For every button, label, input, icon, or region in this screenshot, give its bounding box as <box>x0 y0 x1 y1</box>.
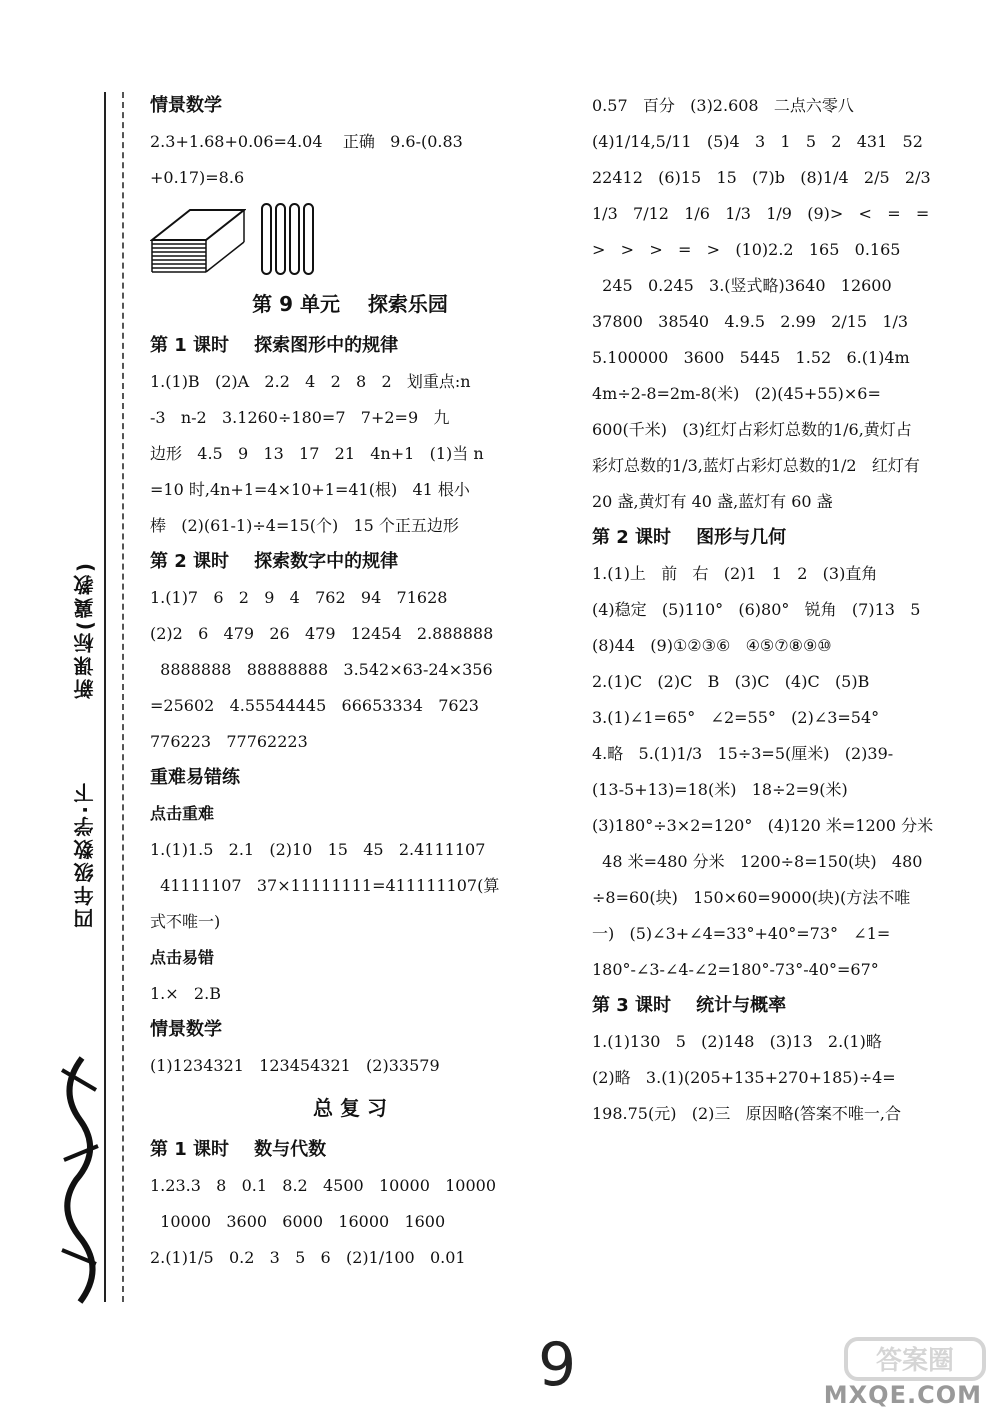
answer-line: (8)44 (9)①②③⑥ ④⑤⑦⑧⑨⑩ <box>592 636 832 655</box>
answer-line: (2)略 3.(1)(205+135+270+185)÷4= <box>592 1068 896 1087</box>
book-stack-icon <box>150 206 246 276</box>
answer-line: (1)1234321 123454321 (2)33579 <box>150 1056 440 1075</box>
answer-line: (13-5+13)=18(米) 18÷2=9(米) <box>592 780 848 799</box>
answer-line: 棒 (2)(61-1)÷4=15(个) 15 个正五边形 <box>150 516 459 535</box>
answer-line: 3.(1)∠1=65° ∠2=55° (2)∠3=54° <box>592 708 880 727</box>
answer-line: 4m÷2-8=2m-8(米) (2)(45+55)×6= <box>592 384 881 403</box>
answer-line: 1.(1)130 5 (2)148 (3)13 2.(1)略 <box>592 1032 882 1051</box>
answer-line: (4)1/14,5/11 (5)4 3 1 5 2 431 52 <box>592 132 923 151</box>
unit-heading: 总 复 习 <box>313 1096 387 1120</box>
book-stack-figure <box>150 196 550 280</box>
section-heading: 情景数学 <box>150 1019 222 1040</box>
section-heading: 第 3 课时 统计与概率 <box>592 995 787 1016</box>
answer-line: 式不唯一) <box>150 912 221 931</box>
answer-line: 48 米=480 分米 1200÷8=150(块) 480 <box>592 852 923 871</box>
answer-line: 8888888 88888888 3.542×63-24×356 <box>150 660 493 679</box>
answer-line: 5.100000 3600 5445 1.52 6.(1)4m <box>592 348 910 367</box>
answer-line: 776223 77762223 <box>150 732 308 751</box>
answer-line: -3 n-2 3.1260÷180=7 7+2=9 九 <box>150 408 450 427</box>
section-heading: 第 2 课时 图形与几何 <box>592 527 787 548</box>
answer-line: ÷8=60(块) 150×60=9000(块)(方法不唯 <box>592 888 911 907</box>
answer-line: 198.75(元) (2)三 原因略(答案不唯一,合 <box>592 1104 901 1123</box>
answer-line: (3)180°÷3×2=120° (4)120 米=1200 分米 <box>592 816 934 835</box>
answer-line: 1.(1)上 前 右 (2)1 1 2 (3)直角 <box>592 564 878 583</box>
answer-line: 20 盏,黄灯有 40 盏,蓝灯有 60 盏 <box>592 492 833 511</box>
left-column <box>150 88 550 1276</box>
answer-line: 边形 4.5 9 13 17 21 4n+1 (1)当 n <box>150 444 484 463</box>
answer-line: 0.57 百分 (3)2.608 二点六零八 <box>592 96 854 115</box>
answer-line: 彩灯总数的1/3,蓝灯占彩灯总数的1/2 红灯有 <box>592 456 920 475</box>
answer-line: 4.略 5.(1)1/3 15÷3=5(厘米) (2)39- <box>592 744 894 763</box>
answer-line: 22412 (6)15 15 (7)b (8)1/4 2/5 2/3 <box>592 168 931 187</box>
answer-line: 245 0.245 3.(竖式略)3640 12600 <box>592 276 892 295</box>
answer-line: 1.(1)B (2)A 2.2 4 2 8 2 划重点:n <box>150 372 471 391</box>
answer-line: 1.23.3 8 0.1 8.2 4500 10000 10000 <box>150 1176 497 1195</box>
answer-line: 2.(1)1/5 0.2 3 5 6 (2)1/100 0.01 <box>150 1248 466 1267</box>
answer-line: +0.17)=8.6 <box>150 168 245 187</box>
answer-line: 1.(1)1.5 2.1 (2)10 15 45 2.4111107 <box>150 840 486 859</box>
answer-line: 10000 3600 6000 16000 1600 <box>150 1212 446 1231</box>
answer-line: 1/3 7/12 1/6 1/3 1/9 (9)> < = = <box>592 204 930 223</box>
spine <box>0 0 128 1419</box>
cut-line <box>122 92 124 1302</box>
answer-line: 37800 38540 4.9.5 2.99 2/15 1/3 <box>592 312 909 331</box>
section-heading: 点击重难 <box>150 804 215 823</box>
answer-line: 1.× 2.B <box>150 984 221 1003</box>
answer-line: 一) (5)∠3+∠4=33°+40°=73° ∠1= <box>592 924 891 943</box>
page-number: 9 <box>538 1330 577 1400</box>
answer-line: (2)2 6 479 26 479 12454 2.888888 <box>150 624 494 643</box>
watermark-main: 答案圈 <box>875 1346 955 1376</box>
right-column <box>592 88 972 1132</box>
watermark-url: MXQE.COM <box>823 1381 982 1409</box>
answer-line: =10 时,4n+1=4×10+1=41(根) 41 根小 <box>150 480 470 499</box>
brand-logo <box>52 1050 106 1310</box>
grade-subject: 四年级数学·下 <box>73 780 97 929</box>
section-heading: 第 2 课时 探索数字中的规律 <box>150 551 399 572</box>
unit-heading: 第 9 单元 探索乐园 <box>252 292 448 316</box>
answer-line: 2.(1)C (2)C B (3)C (4)C (5)B <box>592 672 870 691</box>
section-heading: 第 1 课时 数与代数 <box>150 1139 327 1160</box>
sticks-icon <box>260 202 320 276</box>
answer-line: 2.3+1.68+0.06=4.04 正确 9.6-(0.83 <box>150 132 463 151</box>
series-mark: 新课标(冀教) <box>73 560 97 700</box>
section-heading: 点击易错 <box>150 948 215 967</box>
answer-line: 41111107 37×11111111=411111107(算 <box>150 876 500 895</box>
section-heading: 情景数学 <box>150 95 222 116</box>
answer-line: 1.(1)7 6 2 9 4 762 94 71628 <box>150 588 448 607</box>
answer-line: > > > = > (10)2.2 165 0.165 <box>592 240 901 259</box>
answer-line: 600(千米) (3)红灯占彩灯总数的1/6,黄灯占 <box>592 420 912 439</box>
section-heading: 重难易错练 <box>150 767 240 788</box>
answer-line: (4)稳定 (5)110° (6)80° 锐角 (7)13 5 <box>592 600 921 619</box>
answer-line: =25602 4.55544445 66653334 7623 <box>150 696 479 715</box>
section-heading: 第 1 课时 探索图形中的规律 <box>150 335 399 356</box>
answer-line: 180°-∠3-∠4-∠2=180°-73°-40°=67° <box>592 960 879 979</box>
